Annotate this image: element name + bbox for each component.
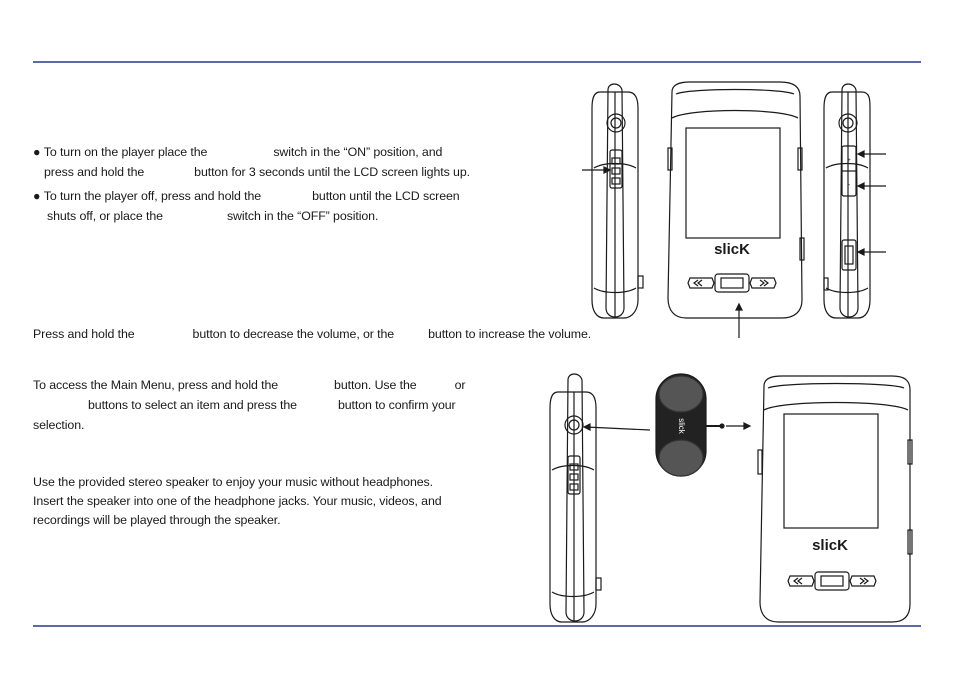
volume-instructions: Press and hold the button to decrease the volume, or the button to increase the volume. xyxy=(33,327,592,341)
player-front-view xyxy=(668,82,804,338)
power-off-line-2: shuts off, or place the switch in the “OFF” position. xyxy=(47,209,379,223)
power-on-line-1: ● To turn on the player place the switch in the “ON” position, and xyxy=(33,145,443,159)
next-button-icon xyxy=(750,278,776,288)
lcd-screen-2 xyxy=(784,414,878,528)
volume-down-icon: - xyxy=(847,182,851,189)
lcd-screen xyxy=(686,128,780,238)
power-switch-icon xyxy=(842,240,856,270)
previous-button-icon xyxy=(688,278,714,288)
menu-line-2: buttons to select an item and press the button to confirm your xyxy=(88,398,456,412)
menu-line-3: selection. xyxy=(33,418,85,432)
brand-logo: slicK xyxy=(714,241,750,258)
power-off-line-1: ● To turn the player off, press and hold the button until the LCD screen xyxy=(33,189,460,203)
player-right-side-view xyxy=(824,84,886,318)
speaker-line-1: Use the provided stereo speaker to enjoy your music without headphones. xyxy=(33,475,433,489)
power-on-line-2: press and hold the button for 3 seconds until the LCD screen lights up. xyxy=(44,165,470,179)
player-side-view-speaker xyxy=(550,374,650,622)
stereo-speaker xyxy=(656,374,750,476)
menu-line-1: To access the Main Menu, press and hold the button. Use the or xyxy=(33,378,466,392)
player-left-side-view xyxy=(582,84,643,318)
top-rule xyxy=(33,61,921,63)
speaker-brand-logo: slick xyxy=(677,418,686,434)
speaker-illustration xyxy=(540,370,920,626)
brand-logo-2: slicK xyxy=(812,537,848,554)
speaker-line-2: Insert the speaker into one of the headphone jacks. Your music, videos, and xyxy=(33,494,442,508)
speaker-line-3: recordings will be played through the speaker. xyxy=(33,513,281,527)
menu-button-icon xyxy=(715,274,749,292)
player-front-view-speaker xyxy=(758,376,912,622)
volume-up-icon: + xyxy=(847,158,851,164)
player-views-illustration xyxy=(580,78,890,338)
